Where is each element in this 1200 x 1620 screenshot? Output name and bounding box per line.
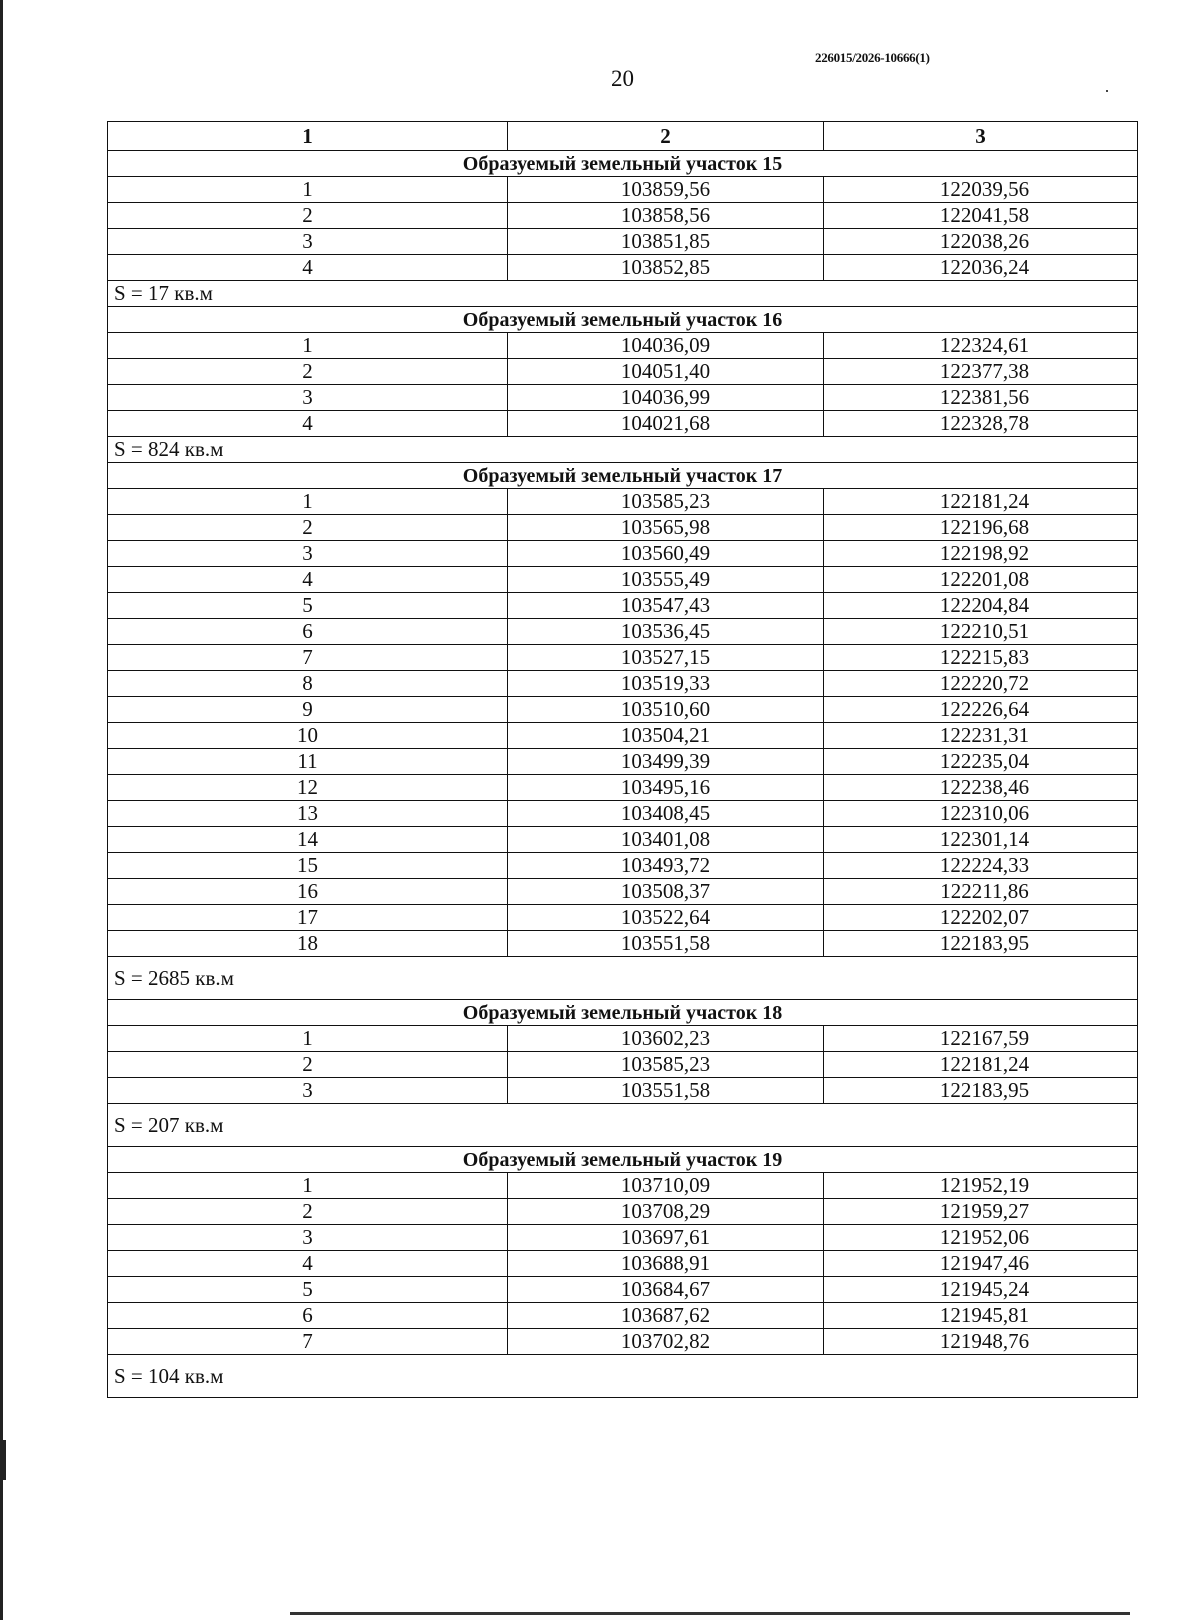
table-row (108, 1251, 1138, 1277)
plot-title: Образуемый земельный участок 19 (108, 1147, 1138, 1173)
table-row (108, 619, 1138, 645)
y-coordinate-cell: 122039,56 (824, 177, 1138, 203)
point-number-cell: 2 (108, 203, 508, 229)
x-coordinate-cell: 104036,99 (508, 385, 824, 411)
table-row (108, 723, 1138, 749)
plot-title-row (108, 151, 1138, 177)
y-coordinate-cell: 122202,07 (824, 905, 1138, 931)
x-coordinate-cell: 103684,67 (508, 1277, 824, 1303)
plot-area-row (108, 957, 1138, 1000)
table-row (108, 905, 1138, 931)
y-coordinate-cell: 122196,68 (824, 515, 1138, 541)
point-number-cell: 17 (108, 905, 508, 931)
x-coordinate-cell: 103697,61 (508, 1225, 824, 1251)
x-coordinate-cell: 103499,39 (508, 749, 824, 775)
y-coordinate-cell: 122231,31 (824, 723, 1138, 749)
table-row (108, 671, 1138, 697)
x-coordinate-cell: 104036,09 (508, 333, 824, 359)
y-coordinate-cell: 122198,92 (824, 541, 1138, 567)
point-number-cell: 13 (108, 801, 508, 827)
table-row (108, 385, 1138, 411)
table-row (108, 177, 1138, 203)
y-coordinate-cell: 122036,24 (824, 255, 1138, 281)
y-coordinate-cell: 122301,14 (824, 827, 1138, 853)
table-row (108, 931, 1138, 957)
y-coordinate-cell: 122310,06 (824, 801, 1138, 827)
table-row (108, 1303, 1138, 1329)
table-row (108, 1329, 1138, 1355)
table-row (108, 1026, 1138, 1052)
x-coordinate-cell: 103859,56 (508, 177, 824, 203)
y-coordinate-cell: 121952,19 (824, 1173, 1138, 1199)
plot-area: S = 2685 кв.м (108, 957, 1138, 1000)
x-coordinate-cell: 103687,62 (508, 1303, 824, 1329)
table-row (108, 411, 1138, 437)
y-coordinate-cell: 122041,58 (824, 203, 1138, 229)
x-coordinate-cell: 103401,08 (508, 827, 824, 853)
plot-title: Образуемый земельный участок 15 (108, 151, 1138, 177)
point-number-cell: 4 (108, 411, 508, 437)
column-header: 3 (824, 122, 1138, 151)
y-coordinate-cell: 122183,95 (824, 1078, 1138, 1104)
document-number: 226015/2026-10666(1) (815, 50, 930, 65)
x-coordinate-cell: 103551,58 (508, 931, 824, 957)
x-coordinate-cell: 103585,23 (508, 489, 824, 515)
y-coordinate-cell: 121952,06 (824, 1225, 1138, 1251)
y-coordinate-cell: 122215,83 (824, 645, 1138, 671)
point-number-cell: 7 (108, 645, 508, 671)
point-number-cell: 9 (108, 697, 508, 723)
x-coordinate-cell: 103585,23 (508, 1052, 824, 1078)
x-coordinate-cell: 103702,82 (508, 1329, 824, 1355)
y-coordinate-cell: 122238,46 (824, 775, 1138, 801)
table-row (108, 515, 1138, 541)
point-number-cell: 16 (108, 879, 508, 905)
point-number-cell: 3 (108, 229, 508, 255)
y-coordinate-cell: 122381,56 (824, 385, 1138, 411)
point-number-cell: 12 (108, 775, 508, 801)
table-row (108, 801, 1138, 827)
x-coordinate-cell: 103504,21 (508, 723, 824, 749)
table-row (108, 1078, 1138, 1104)
y-coordinate-cell: 122201,08 (824, 567, 1138, 593)
table-row (108, 489, 1138, 515)
y-coordinate-cell: 122235,04 (824, 749, 1138, 775)
point-number-cell: 4 (108, 567, 508, 593)
point-number-cell: 1 (108, 333, 508, 359)
x-coordinate-cell: 103408,45 (508, 801, 824, 827)
x-coordinate-cell: 104021,68 (508, 411, 824, 437)
point-number-cell: 1 (108, 1173, 508, 1199)
x-coordinate-cell: 103493,72 (508, 853, 824, 879)
plot-title: Образуемый земельный участок 17 (108, 463, 1138, 489)
point-number-cell: 10 (108, 723, 508, 749)
plot-area-row (108, 1355, 1138, 1398)
table-row (108, 775, 1138, 801)
y-coordinate-cell: 122324,61 (824, 333, 1138, 359)
point-number-cell: 3 (108, 541, 508, 567)
table-row (108, 1199, 1138, 1225)
point-number-cell: 2 (108, 1052, 508, 1078)
plot-area: S = 207 кв.м (108, 1104, 1138, 1147)
x-coordinate-cell: 103519,33 (508, 671, 824, 697)
x-coordinate-cell: 104051,40 (508, 359, 824, 385)
y-coordinate-cell: 122167,59 (824, 1026, 1138, 1052)
y-coordinate-cell: 122377,38 (824, 359, 1138, 385)
point-number-cell: 2 (108, 515, 508, 541)
plot-area-row (108, 437, 1138, 463)
column-header: 2 (508, 122, 824, 151)
x-coordinate-cell: 103858,56 (508, 203, 824, 229)
x-coordinate-cell: 103522,64 (508, 905, 824, 931)
point-number-cell: 5 (108, 1277, 508, 1303)
y-coordinate-cell: 122181,24 (824, 489, 1138, 515)
plot-area: S = 17 кв.м (108, 281, 1138, 307)
table-row (108, 593, 1138, 619)
table-row (108, 333, 1138, 359)
scan-bottom-edge (290, 1612, 1130, 1615)
coordinates-table (107, 121, 1138, 1398)
point-number-cell: 18 (108, 931, 508, 957)
point-number-cell: 6 (108, 619, 508, 645)
x-coordinate-cell: 103555,49 (508, 567, 824, 593)
x-coordinate-cell: 103710,09 (508, 1173, 824, 1199)
x-coordinate-cell: 103852,85 (508, 255, 824, 281)
column-header: 1 (108, 122, 508, 151)
table-row (108, 359, 1138, 385)
x-coordinate-cell: 103510,60 (508, 697, 824, 723)
x-coordinate-cell: 103602,23 (508, 1026, 824, 1052)
y-coordinate-cell: 121945,24 (824, 1277, 1138, 1303)
table-row (108, 853, 1138, 879)
plot-area: S = 104 кв.м (108, 1355, 1138, 1398)
point-number-cell: 6 (108, 1303, 508, 1329)
plot-area: S = 824 кв.м (108, 437, 1138, 463)
x-coordinate-cell: 103688,91 (508, 1251, 824, 1277)
point-number-cell: 2 (108, 1199, 508, 1225)
plot-area-row (108, 1104, 1138, 1147)
page-number: 20 (611, 66, 634, 91)
y-coordinate-cell: 122204,84 (824, 593, 1138, 619)
y-coordinate-cell: 122183,95 (824, 931, 1138, 957)
table-row (108, 1225, 1138, 1251)
x-coordinate-cell: 103551,58 (508, 1078, 824, 1104)
point-number-cell: 1 (108, 177, 508, 203)
x-coordinate-cell: 103495,16 (508, 775, 824, 801)
y-coordinate-cell: 122038,26 (824, 229, 1138, 255)
y-coordinate-cell: 121945,81 (824, 1303, 1138, 1329)
point-number-cell: 5 (108, 593, 508, 619)
table-row (108, 1277, 1138, 1303)
table-header-row (108, 122, 1138, 151)
x-coordinate-cell: 103851,85 (508, 229, 824, 255)
point-number-cell: 7 (108, 1329, 508, 1355)
plot-title-row (108, 307, 1138, 333)
x-coordinate-cell: 103560,49 (508, 541, 824, 567)
y-coordinate-cell: 121948,76 (824, 1329, 1138, 1355)
point-number-cell: 14 (108, 827, 508, 853)
point-number-cell: 3 (108, 1078, 508, 1104)
y-coordinate-cell: 122226,64 (824, 697, 1138, 723)
table-row (108, 1052, 1138, 1078)
y-coordinate-cell: 121959,27 (824, 1199, 1138, 1225)
table-body (108, 151, 1138, 1398)
table-row (108, 255, 1138, 281)
table-row (108, 645, 1138, 671)
x-coordinate-cell: 103708,29 (508, 1199, 824, 1225)
point-number-cell: 2 (108, 359, 508, 385)
y-coordinate-cell: 121947,46 (824, 1251, 1138, 1277)
point-number-cell: 1 (108, 1026, 508, 1052)
table-row (108, 879, 1138, 905)
table-row (108, 567, 1138, 593)
table-row (108, 541, 1138, 567)
table-row (108, 697, 1138, 723)
x-coordinate-cell: 103527,15 (508, 645, 824, 671)
scan-left-edge (0, 0, 3, 1620)
y-coordinate-cell: 122181,24 (824, 1052, 1138, 1078)
table-row (108, 229, 1138, 255)
point-number-cell: 8 (108, 671, 508, 697)
scan-mark (0, 1440, 6, 1480)
plot-area-row (108, 281, 1138, 307)
y-coordinate-cell: 122328,78 (824, 411, 1138, 437)
point-number-cell: 1 (108, 489, 508, 515)
plot-title-row (108, 1147, 1138, 1173)
plot-title-row (108, 463, 1138, 489)
table-row (108, 749, 1138, 775)
point-number-cell: 4 (108, 1251, 508, 1277)
table-row (108, 1173, 1138, 1199)
table-row (108, 827, 1138, 853)
y-coordinate-cell: 122210,51 (824, 619, 1138, 645)
plot-title: Образуемый земельный участок 18 (108, 1000, 1138, 1026)
y-coordinate-cell: 122224,33 (824, 853, 1138, 879)
point-number-cell: 3 (108, 1225, 508, 1251)
point-number-cell: 11 (108, 749, 508, 775)
y-coordinate-cell: 122211,86 (824, 879, 1138, 905)
x-coordinate-cell: 103508,37 (508, 879, 824, 905)
point-number-cell: 15 (108, 853, 508, 879)
point-number-cell: 4 (108, 255, 508, 281)
plot-title-row (108, 1000, 1138, 1026)
x-coordinate-cell: 103565,98 (508, 515, 824, 541)
plot-title: Образуемый земельный участок 16 (108, 307, 1138, 333)
point-number-cell: 3 (108, 385, 508, 411)
x-coordinate-cell: 103536,45 (508, 619, 824, 645)
table-row (108, 203, 1138, 229)
y-coordinate-cell: 122220,72 (824, 671, 1138, 697)
x-coordinate-cell: 103547,43 (508, 593, 824, 619)
